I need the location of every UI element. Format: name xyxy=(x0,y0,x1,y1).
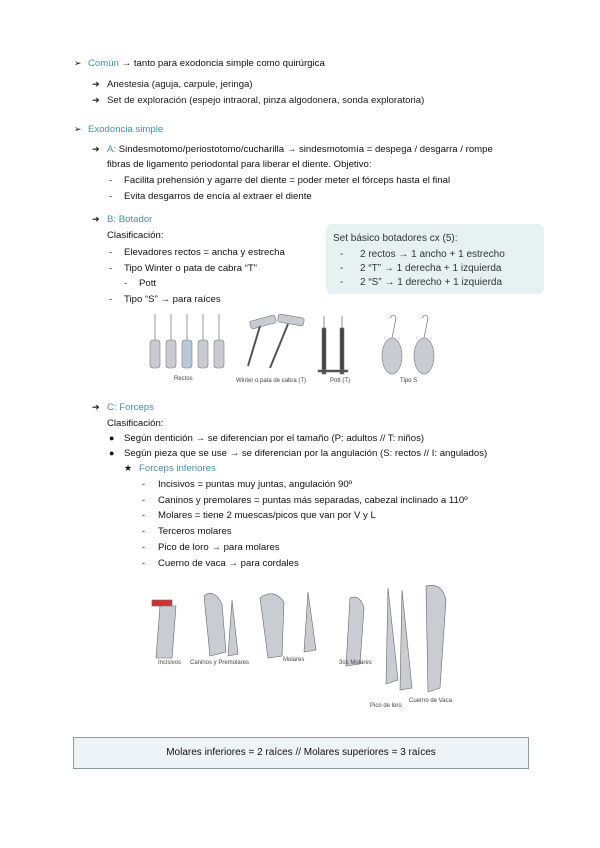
arrow-bullet-icon: ➔ xyxy=(92,95,100,105)
forceps-illustration xyxy=(140,580,470,710)
dash-bullet-icon: - xyxy=(340,249,344,260)
arrow-bullet-icon: ➔ xyxy=(92,144,100,154)
a-line2: fibras de ligamento periodontal para liberar el diente. Objetivo: xyxy=(107,159,372,170)
dash-bullet-icon: - xyxy=(142,495,145,505)
callout-item-2: 2 “T” → 1 derecha + 1 izquierda xyxy=(360,263,502,274)
c-sub-terceros: Terceros molares xyxy=(158,526,232,537)
c-title: Forceps xyxy=(119,402,154,413)
dash-bullet-icon: - xyxy=(124,278,127,288)
dash-bullet-icon: - xyxy=(109,191,112,201)
callout-item-1: 2 rectos → 1 ancho + 1 estrecho xyxy=(360,249,505,260)
dash-bullet-icon: - xyxy=(109,247,112,257)
c-sub-molares: Molares = tiene 2 muescas/picos que van por V y L xyxy=(158,510,376,521)
b-title: Botador xyxy=(118,214,153,225)
caption-winter: Winter o pata de cabra (T) xyxy=(236,378,307,384)
caption-caninos: Caninos y Premolares xyxy=(190,660,250,666)
dash-bullet-icon: - xyxy=(109,294,112,304)
comun-heading: Común xyxy=(88,58,119,69)
arrow-bullet-icon: ➔ xyxy=(92,214,100,224)
caption-molares: Molares xyxy=(283,657,305,663)
arrow-bullet-icon: ➔ xyxy=(92,402,100,412)
comun-item-exploracion: Set de exploración (espejo intraoral, pinza algodonera, sonda exploratoria) xyxy=(107,95,425,106)
summary-text: Molares inferiores = 2 raíces // Molares superiores = 3 raíces xyxy=(166,747,436,758)
comun-rest: → tanto para exodoncia simple como quirúrgica xyxy=(121,58,325,69)
dash-bullet-icon: - xyxy=(142,526,145,536)
c-line xyxy=(107,402,154,413)
dash-bullet-icon: - xyxy=(142,510,145,520)
b-item-winter: Tipo Winter o pata de cabra “T” xyxy=(124,263,257,274)
a-bullet-2: Evita desgarros de encía al extraer el diente xyxy=(124,191,312,202)
a-line1-text: Sindesmotomo/periostotomo/cucharilla → sindesmotomía = despega / desgarra / rompe xyxy=(118,144,493,155)
c-letter: C: xyxy=(107,402,117,413)
b-line xyxy=(107,214,152,225)
caption-cuerno-vaca: Cuerno de Vaca xyxy=(409,698,452,704)
summary-box xyxy=(73,737,529,769)
c-sub-pico: Pico de loro → para molares xyxy=(158,542,280,553)
arrowhead-bullet-icon: ➢ xyxy=(74,58,82,68)
b-letter: B: xyxy=(107,214,117,225)
caption-incisivos: Incisivos xyxy=(158,660,182,666)
arrowhead-bullet-icon: ➢ xyxy=(74,124,82,134)
c-inferiores: Forceps inferiores xyxy=(139,463,216,474)
exodoncia-heading: Exodoncia simple xyxy=(88,124,164,135)
callout-title: Set básico botadores cx (5): xyxy=(333,233,458,244)
comun-line xyxy=(88,58,325,69)
caption-tipo-s: Tipo S xyxy=(400,378,418,384)
dot-bullet-icon: ● xyxy=(109,433,115,443)
dash-bullet-icon: - xyxy=(142,542,145,552)
botadores-callout xyxy=(326,224,544,294)
c-sub-cuerno: Cuerno de vaca → para cordales xyxy=(158,558,299,569)
dash-bullet-icon: - xyxy=(109,175,112,185)
b-item-rectos: Elevadores rectos = ancha y estrecha xyxy=(124,247,285,258)
comun-item-anestesia: Anestesia (aguja, carpule, jeringa) xyxy=(107,79,253,90)
dash-bullet-icon: - xyxy=(109,263,112,273)
caption-pico-loro: Pico de loro xyxy=(370,703,402,709)
b-clasif: Clasificación: xyxy=(107,230,164,241)
dash-bullet-icon: - xyxy=(142,479,145,489)
c-item-denticion: Según dentición → se diferencian por el tamaño (P: adultos // T: niños) xyxy=(124,433,425,444)
c-clasif: Clasificación: xyxy=(107,418,164,429)
c-sub-caninos: Caninos y premolares = puntas más separadas, cabezal inclinado a 110º xyxy=(158,495,468,506)
callout-item-3: 2 “S” → 1 derecho + 1 izquierda xyxy=(360,277,503,288)
arrow-bullet-icon: ➔ xyxy=(92,79,100,89)
caption-terceros: 3os Molares xyxy=(339,660,372,666)
c-sub-incisivos: Incisivos = puntas muy juntas, angulación 90º xyxy=(158,479,353,490)
caption-pott: Pott (T) xyxy=(330,378,351,384)
dot-bullet-icon: ● xyxy=(109,448,115,458)
b-item-pott: Pott xyxy=(139,278,157,289)
dash-bullet-icon: - xyxy=(340,263,344,274)
star-bullet-icon: ★ xyxy=(124,463,133,473)
a-letter: A: xyxy=(107,144,117,155)
a-line1 xyxy=(107,144,493,155)
c-item-pieza: Según pieza que se use → se diferencian por la angulación (S: rectos // I: angulados) xyxy=(124,448,488,459)
dash-bullet-icon: - xyxy=(340,277,344,288)
caption-rectos: Rectos xyxy=(174,376,193,382)
a-bullet-1: Facilita prehensión y agarre del diente = poder meter el fórceps hasta el final xyxy=(124,175,451,186)
b-item-tipo-s: Tipo “S” → para raíces xyxy=(124,294,221,305)
dash-bullet-icon: - xyxy=(142,558,145,568)
